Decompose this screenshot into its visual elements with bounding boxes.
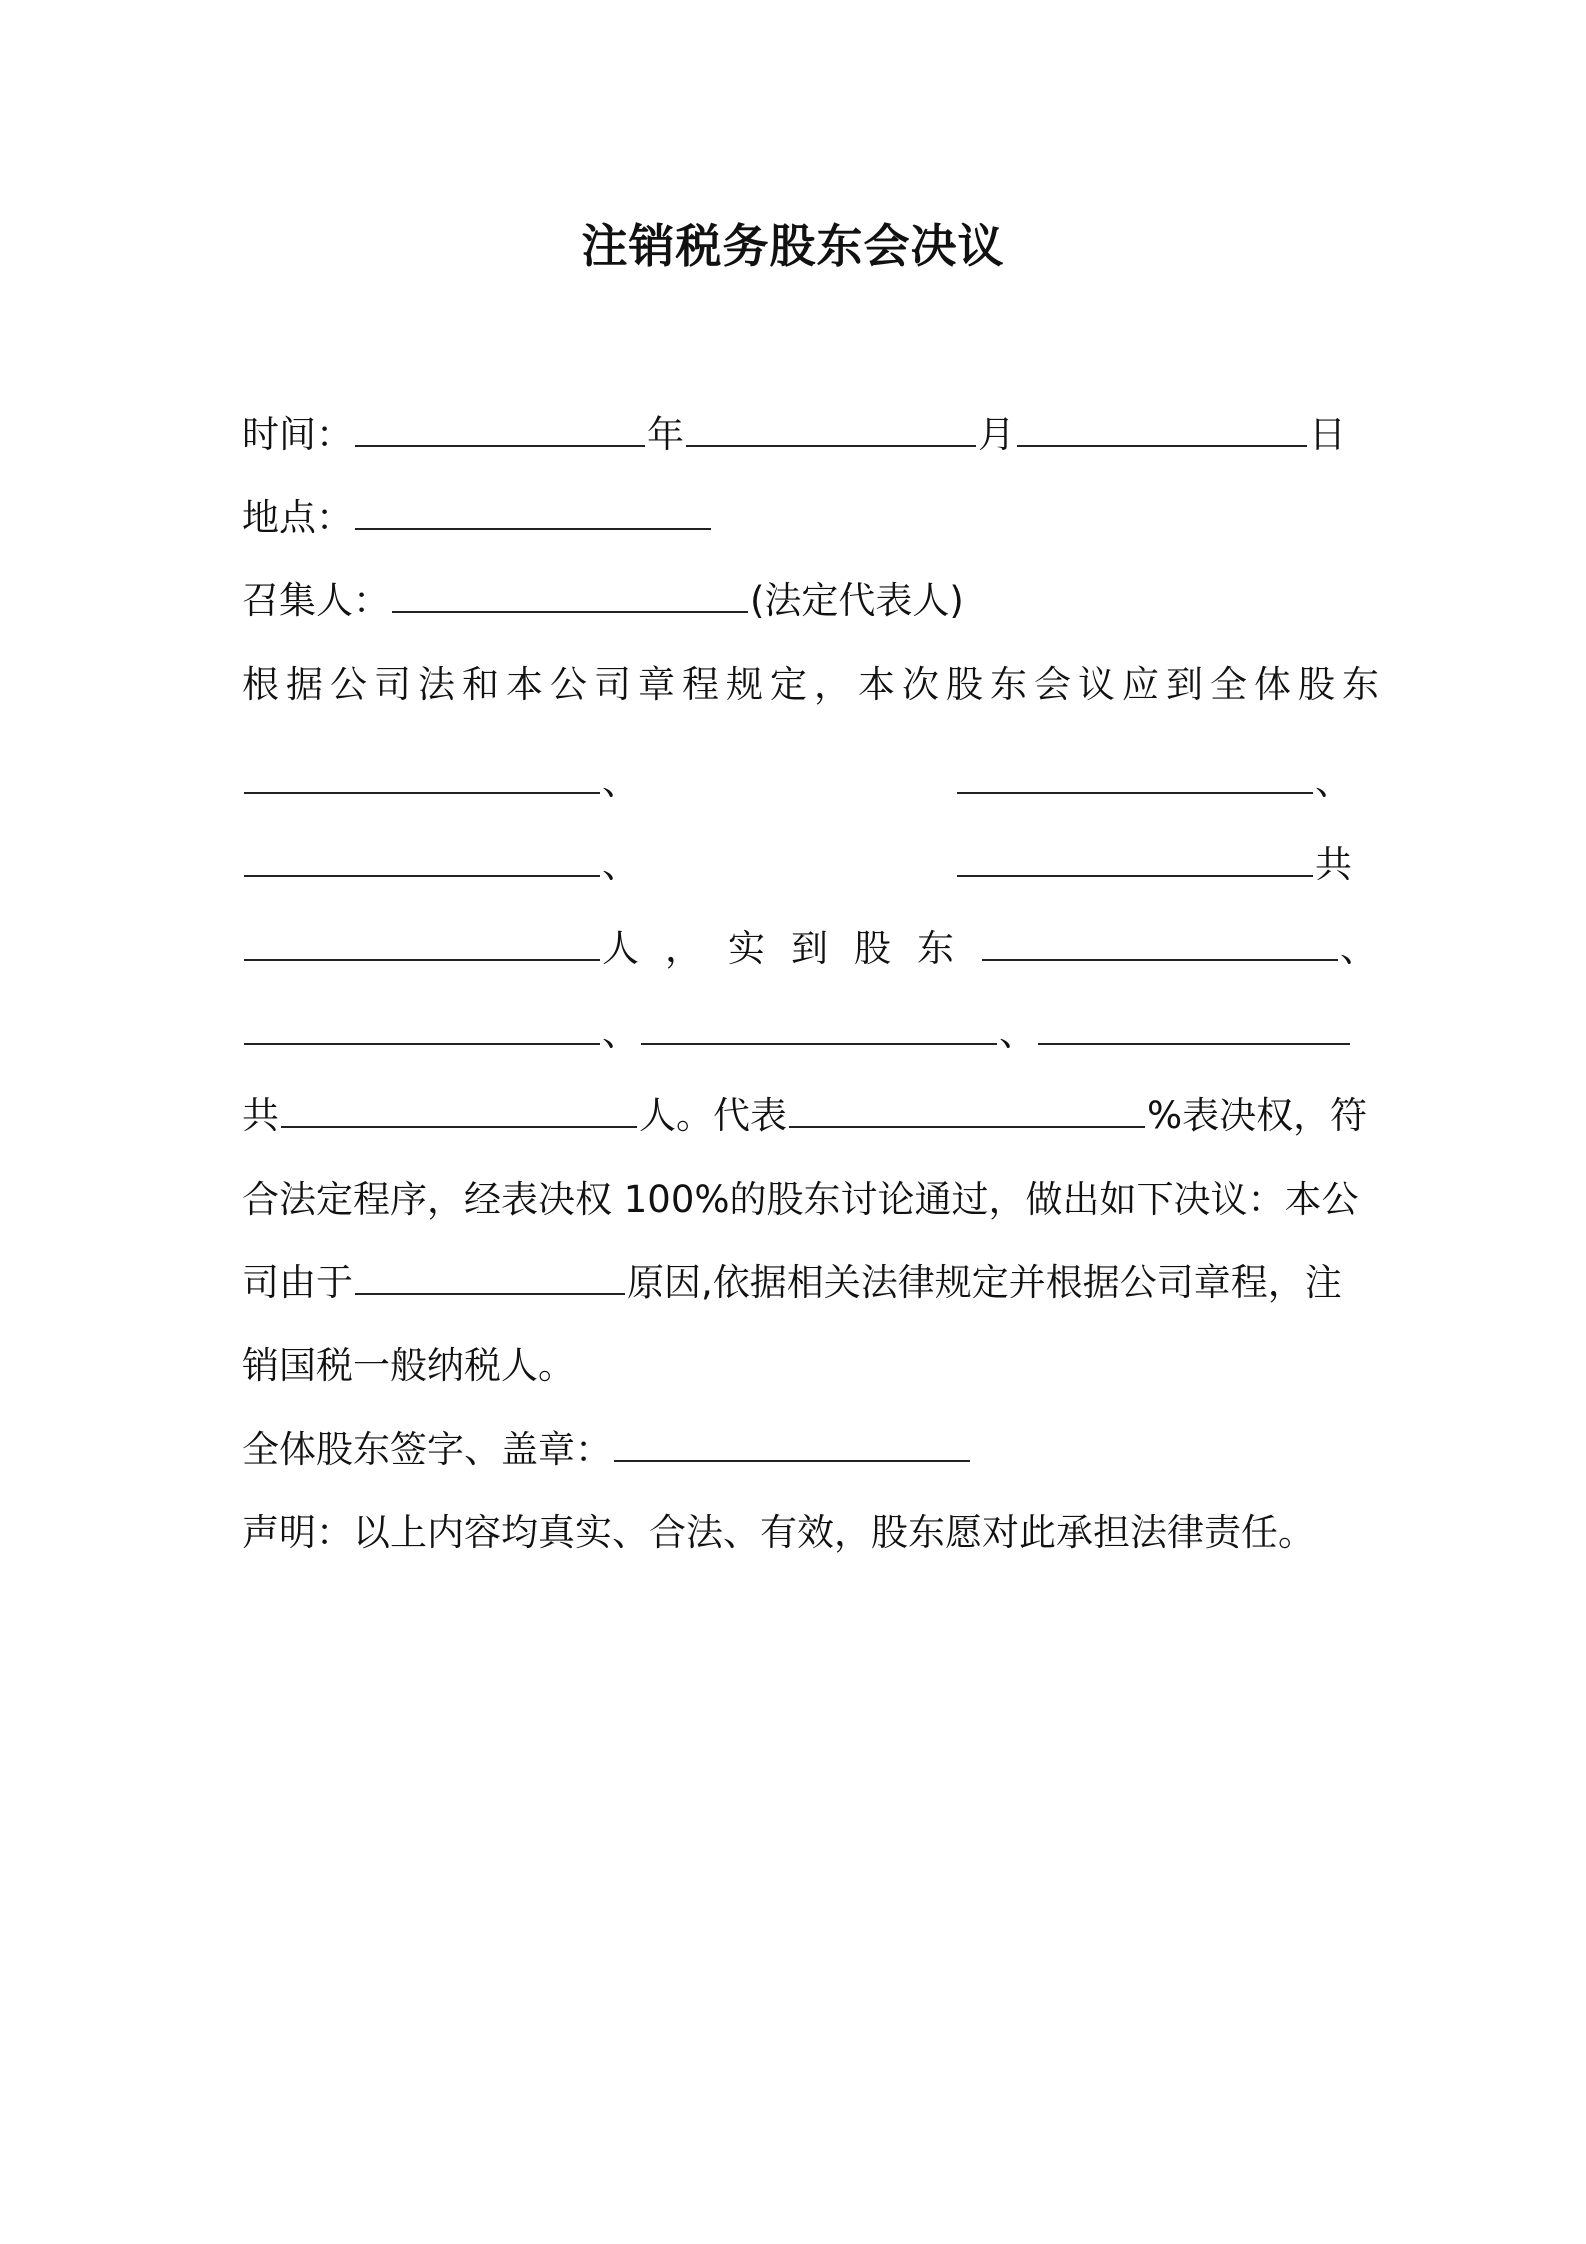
total-count-group <box>242 919 728 979</box>
place-label: 地点： <box>242 496 353 539</box>
signature-line <box>242 1420 1352 1480</box>
body-line-5 <box>242 1003 1352 1063</box>
actual-group-3 <box>639 1003 1036 1063</box>
shareholder-blank-2 <box>957 752 1313 794</box>
convener-suffix: (法定代表人) <box>750 579 964 622</box>
shareholder-group-1 <box>242 752 639 812</box>
separator-2: 、 <box>1315 760 1352 803</box>
convener-label: 召集人： <box>242 579 390 622</box>
month-blank <box>686 405 976 447</box>
separator-1: 、 <box>602 760 639 803</box>
time-line <box>242 405 1352 465</box>
year-blank <box>355 405 645 447</box>
ren-comma-label: 人， <box>602 927 728 970</box>
body-line-8 <box>242 1253 1352 1313</box>
actual-blank-1 <box>982 919 1338 961</box>
gong-label: 共 <box>1315 843 1352 886</box>
place-blank <box>355 488 711 530</box>
separator-5: 、 <box>602 1011 639 1054</box>
actual-blank-3 <box>641 1003 997 1045</box>
shareholder-blank-1 <box>244 752 600 794</box>
actual-count-blank <box>281 1086 637 1128</box>
reason-suffix: 原因,依据相关法律规定并根据公司章程，注 <box>627 1261 1342 1304</box>
shareholder-group-4 <box>955 835 1352 895</box>
reason-prefix: 司由于 <box>242 1261 353 1304</box>
actual-shareholders-label: 实到股东 <box>728 927 980 970</box>
gong-start-label: 共 <box>242 1094 279 1137</box>
shareholder-blank-4 <box>957 835 1313 877</box>
separator-4: 、 <box>1340 927 1377 970</box>
statement-line: 声明：以上内容均真实、合法、有效，股东愿对此承担法律责任。 <box>242 1511 1315 1554</box>
day-blank <box>1017 405 1307 447</box>
body-line-3 <box>242 835 1352 895</box>
percent-tail-label: %表决权，符 <box>1147 1094 1368 1137</box>
shareholder-group-3 <box>242 835 639 895</box>
percent-blank <box>789 1086 1145 1128</box>
actual-blank-2 <box>244 1003 600 1045</box>
signature-blank <box>614 1420 970 1462</box>
body-line-7: 合法定程序，经表决权 100%的股东讨论通过，做出如下决议：本公 <box>242 1178 1359 1221</box>
convener-line <box>242 571 1352 631</box>
convener-blank <box>392 571 748 613</box>
year-label: 年 <box>647 413 684 456</box>
total-count-blank <box>244 919 600 961</box>
body-line-2 <box>242 752 1352 812</box>
day-label: 日 <box>1309 413 1346 456</box>
shareholder-blank-3 <box>244 835 600 877</box>
shareholder-group-2 <box>955 752 1352 812</box>
body-line-4 <box>242 919 1377 979</box>
place-line <box>242 488 1352 548</box>
body-line-6 <box>242 1086 1368 1146</box>
month-label: 月 <box>978 413 1015 456</box>
body-line-1: 根据公司法和本公司章程规定，本次股东会议应到全体股东 <box>242 663 1386 706</box>
actual-group-2 <box>242 1003 639 1063</box>
ren-dai-label: 人。代表 <box>639 1094 787 1137</box>
signature-label: 全体股东签字、盖章： <box>242 1428 612 1471</box>
reason-blank <box>355 1253 625 1295</box>
separator-6: 、 <box>999 1011 1036 1054</box>
separator-3: 、 <box>602 843 639 886</box>
body-line-9: 销国税一般纳税人。 <box>242 1344 575 1387</box>
actual-group-1 <box>980 919 1377 979</box>
document-title: 注销税务股东会决议 <box>581 219 1005 273</box>
time-label: 时间： <box>242 413 353 456</box>
actual-blank-4 <box>1038 1003 1350 1045</box>
